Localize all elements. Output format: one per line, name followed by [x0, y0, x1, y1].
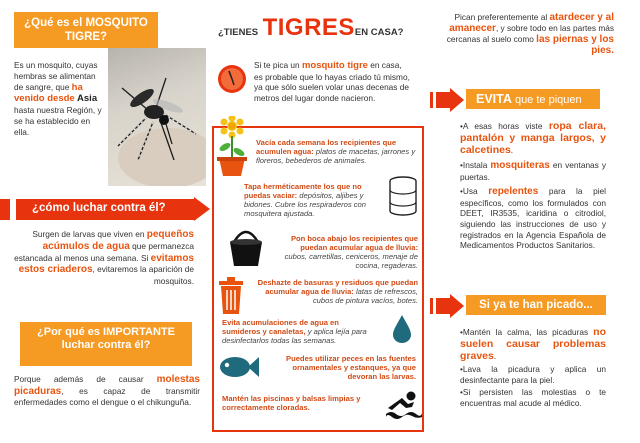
tip-drains: Evita acumulaciones de agua en sumideros y canaletas, y aplica lejía para desinfectarlos todas las semanas. — [222, 318, 367, 345]
bitten-item-doctor: •Si persisten las molestias o te encuentras mal acude al médico. — [460, 387, 606, 408]
evita-item-clothes: •A esas horas viste ropa clara, pantalón y manga largos, y calcetines. — [460, 120, 606, 156]
bitten-header-text: Si ya te han picado... — [479, 299, 593, 311]
water-drop-icon — [392, 314, 412, 344]
banner-arrow-head — [194, 197, 210, 221]
flower-pot-icon — [214, 116, 250, 178]
clock-icon — [217, 64, 247, 94]
why-important-header — [20, 322, 192, 366]
bitten-arrow-bar — [436, 298, 450, 314]
evita-arrow-stub1 — [430, 92, 433, 108]
how-to-fight-text: ¿cómo luchar contra él? — [32, 202, 166, 214]
trash-can-icon — [216, 276, 246, 316]
right-intro: Pican preferentemente al atardecer y al amanecer, y sobre todo en las partes más cercanas al suelo como las piernas y los pies. — [446, 12, 614, 56]
tip-empty-containers: Vacía cada semana los recipientes que acumulen agua: platos de macetas, jarrones y floreros, bebederos de animales. — [256, 138, 416, 165]
intro-text: Es un mosquito, cuyas hembras se alimentan de sangre, que ha venido desde Asia hasta nuestra Región, y se ha establecido en ella. — [14, 60, 102, 137]
bitten-list — [460, 326, 606, 408]
fish-icon — [218, 354, 260, 380]
mosquito-photo — [108, 48, 206, 186]
swimmer-icon — [384, 388, 422, 422]
evita-header — [466, 89, 600, 109]
mosquito-icon — [108, 48, 206, 186]
bitten-item-calm: •Mantén la calma, las picaduras no suelen causar problemas graves. — [460, 326, 606, 362]
why-important-text: ¿Por qué es IMPORTANTE luchar contra él? — [37, 326, 175, 351]
bucket-icon — [226, 226, 266, 268]
fight-text: Surgen de larvas que viven en pequeños acúmulos de agua que permanezca estancada al menos una semana. Si evitamos estos criaderos, evitaremos la aparición de mosquitos. — [14, 229, 194, 287]
tip-fish: Puedes utilizar peces en las fuentes ornamentales y estanques, ya que devoran las larvas. — [286, 354, 416, 381]
how-to-fight-banner — [16, 199, 194, 220]
evita-list — [460, 120, 606, 251]
title-big: TIGRES — [262, 14, 355, 41]
what-is-header-text: ¿Qué es el MOSQUITO TIGRE? — [24, 17, 148, 43]
evita-arrow-head — [450, 88, 464, 112]
evita-arrow-bar — [436, 92, 450, 108]
bitten-arrow-stub — [430, 298, 433, 314]
middle-intro: Si te pica un mosquito tigre en casa, es probable que lo hayas criado tú mismo, ya que sólo suelen volar unas decenas de metros del lugar donde nacieron. — [254, 60, 410, 103]
evita-item-repellent: •Usa repelentes para la piel específicos, como los formulados con DEET, IR3535, icaridina o citrodiol, siguiendo las instrucciones de uso y registrados en la Agencia Española de Medicamentos Productos Sanitarios. — [460, 186, 606, 251]
main-title — [218, 14, 424, 44]
barrel-icon — [388, 176, 418, 216]
tip-cover-containers: Tapa herméticamente los que no puedas vaciar: depósitos, aljibes y bidones. Cubre los respiraderos con mosquitera ajustada. — [244, 182, 366, 218]
tip-pools: Mantén las piscinas y balsas limpias y correctamente cloradas. — [222, 394, 361, 412]
banner-bar-left-stub — [0, 199, 10, 220]
title-post: EN CASA? — [354, 27, 404, 38]
what-is-header — [14, 12, 158, 48]
bitten-header — [466, 295, 606, 315]
why-text: Porque además de causar molestas picaduras, es capaz de transmitir enfermedades como el dengue o el chikunguña. — [14, 374, 200, 408]
title-pre: ¿TIENES — [218, 27, 259, 38]
evita-word: EVITA — [476, 92, 512, 106]
tip-trash: Deshazte de basuras y residuos que puedan acumular agua de lluvia: latas de refrescos, cubos de pintura vacíos, botes. — [257, 278, 418, 305]
tip-turn-over: Pon boca abajo los recipientes que puedan acumular agua de lluvia: cubos, carretillas, ceniceros, menaje de cocina, regaderas. — [284, 234, 418, 270]
bitten-item-wash: •Lava la picadura y aplica un desinfectante para la piel. — [460, 364, 606, 385]
evita-rest: que te piquen — [511, 94, 582, 106]
evita-item-screens: •Instala mosquiteras en ventanas y puertas. — [460, 160, 606, 182]
bitten-arrow-head — [450, 294, 464, 318]
